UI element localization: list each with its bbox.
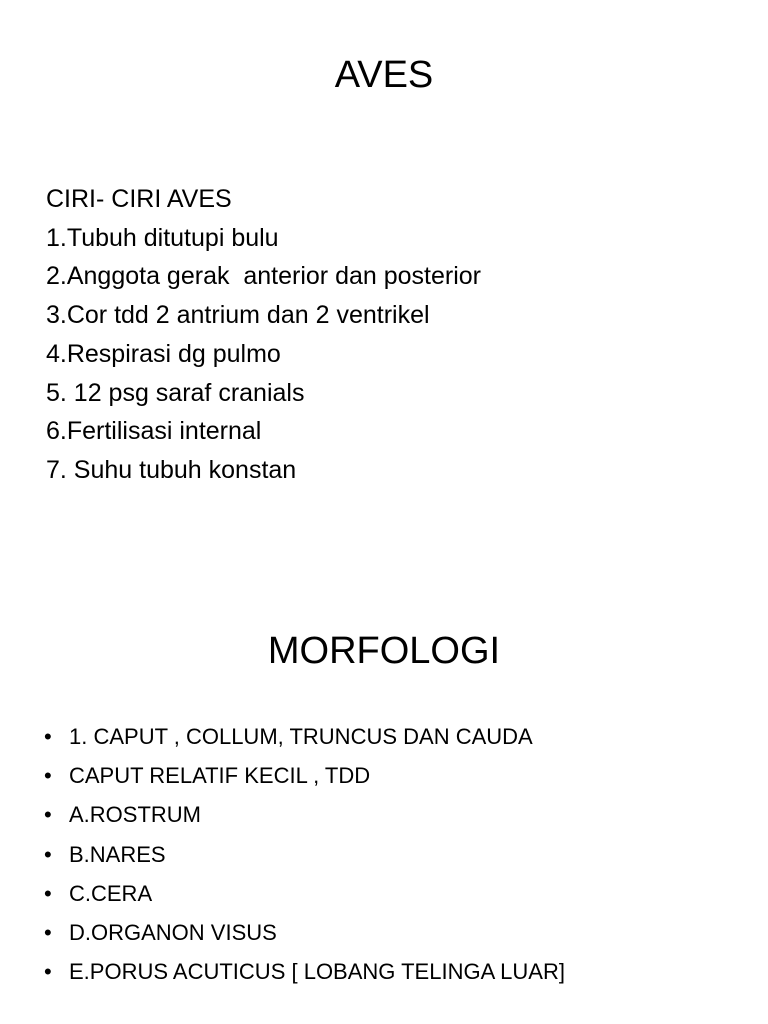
slide-morfologi [0, 512, 768, 1024]
bullet-icon: • [44, 763, 52, 789]
bullet-icon: • [44, 920, 52, 946]
list-item: 3.Cor tdd 2 antrium dan 2 ventrikel [46, 301, 430, 330]
bullet-icon: • [44, 841, 52, 867]
list-item [44, 835, 565, 874]
bullet-icon: • [44, 724, 52, 749]
slide-title: AVES [334, 54, 434, 96]
bullet-icon: • [44, 802, 52, 828]
list-item-text: B.NARES [69, 841, 166, 867]
list-item [44, 795, 565, 834]
list-item: 6.Fertilisasi internal [46, 417, 262, 446]
list-item [44, 952, 565, 991]
list-item [44, 717, 565, 756]
list-item [44, 756, 565, 795]
list-item [44, 874, 565, 913]
slide-title: MORFOLOGI [267, 630, 501, 672]
list-item-text: E.PORUS ACUTICUS [ LOBANG TELINGA LUAR] [69, 959, 565, 985]
list-item [44, 913, 565, 952]
list-item-text: D.ORGANON VISUS [69, 920, 277, 946]
list-item: 1.Tubuh ditutupi bulu [46, 223, 279, 252]
bullet-icon: • [44, 959, 52, 985]
list-item: 7. Suhu tubuh konstan [46, 455, 297, 484]
list-item-text: C.CERA [69, 880, 153, 906]
list-item: 2.Anggota gerak anterior dan posterior [46, 262, 481, 291]
morfologi-list [44, 717, 565, 991]
list-item: CIRI- CIRI AVES [46, 185, 232, 213]
list-item-text: A.ROSTRUM [69, 802, 201, 828]
list-item-text: CAPUT RELATIF KECIL , TDD [69, 763, 371, 789]
list-item: 5. 12 psg saraf cranials [46, 378, 305, 407]
list-item: 4.Respirasi dg pulmo [46, 339, 281, 368]
list-item-text: 1. CAPUT , COLLUM, TRUNCUS DAN CAUDA [69, 724, 533, 749]
ciri-list [46, 180, 481, 490]
bullet-icon: • [44, 880, 52, 906]
